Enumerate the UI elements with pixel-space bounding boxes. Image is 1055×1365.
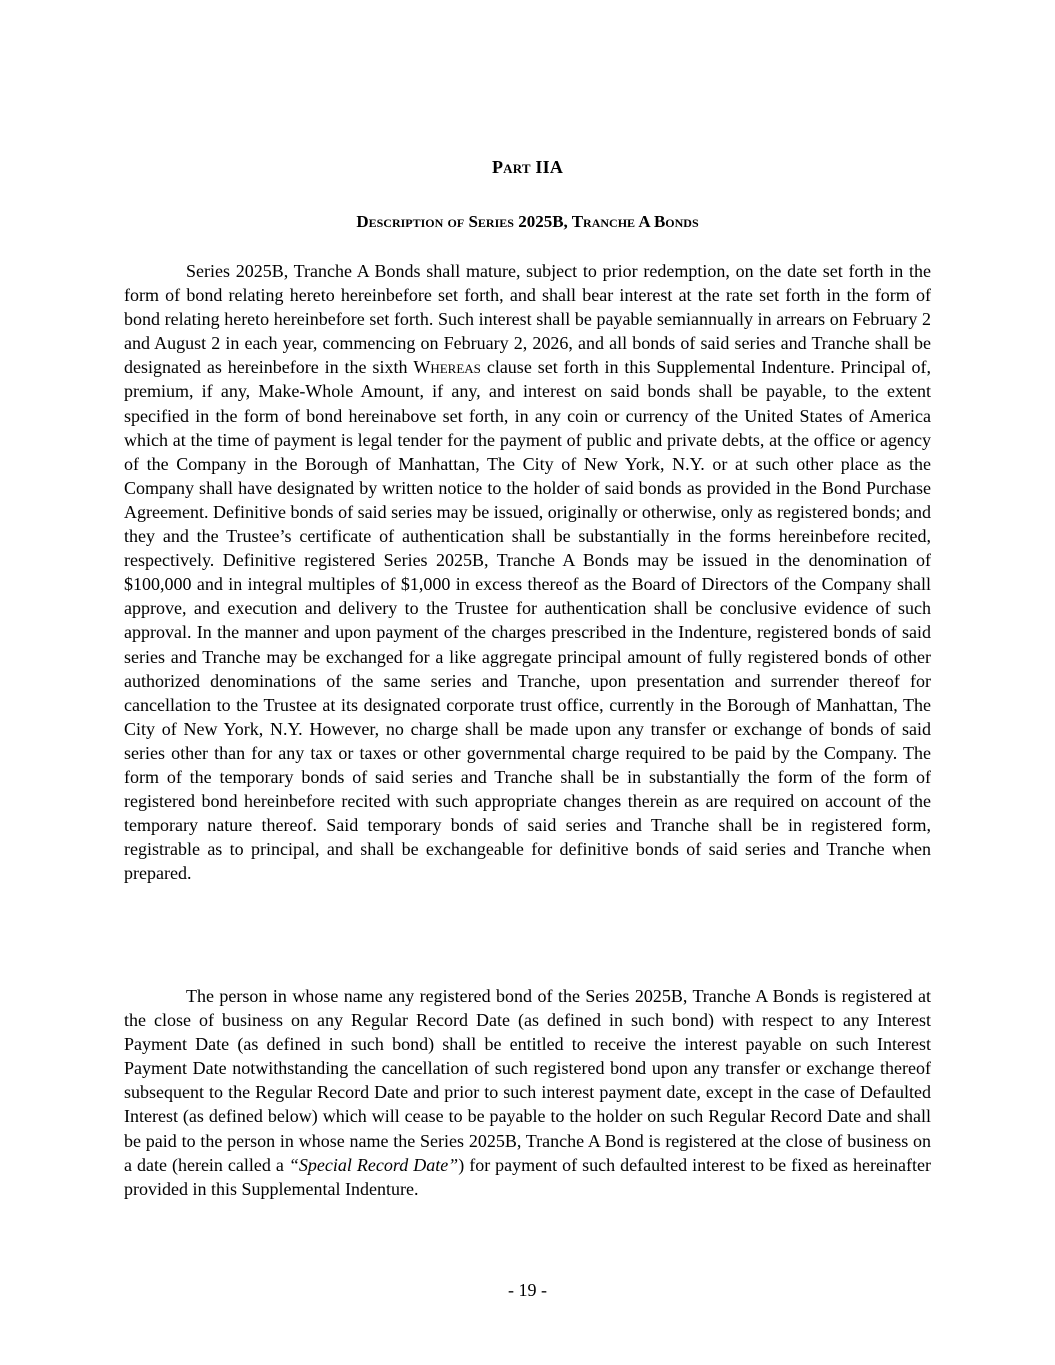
paragraph-maturity-and-interest: [124, 259, 931, 885]
paragraph-1-text-start: Series 2025B, Tranche A Bonds shall mature, subject to prior redemption, on the date set forth in the form of bond relating hereto hereinbefore set forth, and shall bear interest at the rate set forth in the form of bond relating hereto hereinbefore set forth. Such interest shall be payable semiannually in arrears on February 2 and August 2 in each year, commencing on February 2, 2026, and all bonds of said series and Tranche shall be designated as hereinbefore in the sixth: [124, 261, 931, 378]
part-title: Part IIA: [491, 157, 564, 177]
section-title: Description of Series 2025B, Tranche A Bonds: [356, 212, 699, 231]
paragraph-2-text-end: ) for payment of such defaulted interest to be fixed as hereinafter provided in this Supplemental Indenture.: [124, 1154, 931, 1199]
special-record-date-term: “Special Record Date”: [288, 1154, 459, 1175]
whereas-term: Whereas: [413, 357, 481, 378]
page-number: - 19 -: [508, 1280, 547, 1300]
paragraph-1-text-end: clause set forth in this Supplemental Indenture. Principal of, premium, if any, Make-Whole Amount, if any, and interest on said bonds shall be payable, to the extent specified in the form of bond hereinabove set forth, in any coin or currency of the United States of America which at the time of payment is legal tender for the payment of public and private debts, at the office or agency of the Company in the Borough of Manhattan, The City of New York, N.Y. or at such other place as the Company shall have designated by written notice to the holder of said bonds as provided in the Bond Purchase Agreement. Definitive bonds of said series may be issued, originally or otherwise, only as registered bonds; and they and the Trustee’s certificate of authentication shall be substantially in the forms hereinbefore recited, respectively. Definitive registered Series 2025B, Tranche A Bonds may be issued in the denomination of $100,000 and in integral multiples of $1,000 in excess thereof as the Board of Directors of the Company shall approve, and execution and delivery to the Trustee for authentication shall be conclusive evidence of such approval. In the manner and upon payment of the charges prescribed in the Indenture, registered bonds of said series and Tranche may be exchanged for a like aggregate principal amount of fully registered bonds of other authorized denominations of the same series and Tranche, upon presentation and surrender thereof for cancellation to the Trustee at its designated corporate trust office, currently in the Borough of Manhattan, The City of New York, N.Y. However, no charge shall be made upon any transfer or exchange of bonds of said series other than for any tax or taxes or other governmental charge required to be paid by the Company. The form of the temporary bonds of said series and Tranche shall be in substantially the form of the form of registered bond hereinbefore recited with such appropriate changes therein as are required on account of the temporary nature thereof. Said temporary bonds of said series and Tranche shall be in registered form, registrable as to principal, and shall be exchangeable for definitive bonds of said series and Tranche when prepared.: [124, 357, 931, 884]
paragraph-record-date: [124, 984, 931, 1201]
paragraph-2-text-start: The person in whose name any registered bond of the Series 2025B, Tranche A Bonds is registered at the close of business on any Regular Record Date (as defined in such bond) with respect to any Interest Payment Date (as defined in such bond) shall be entitled to receive the interest payable on such Interest Payment Date notwithstanding the cancellation of such registered bond upon any transfer or exchange thereof subsequent to the Regular Record Date and prior to such interest payment date, except in the case of Defaulted Interest (as defined below) which will cease to be payable to the holder on such Regular Record Date and shall be paid to the person in whose name the Series 2025B, Tranche A Bond is registered at the close of business on a date (herein called a: [124, 986, 931, 1175]
